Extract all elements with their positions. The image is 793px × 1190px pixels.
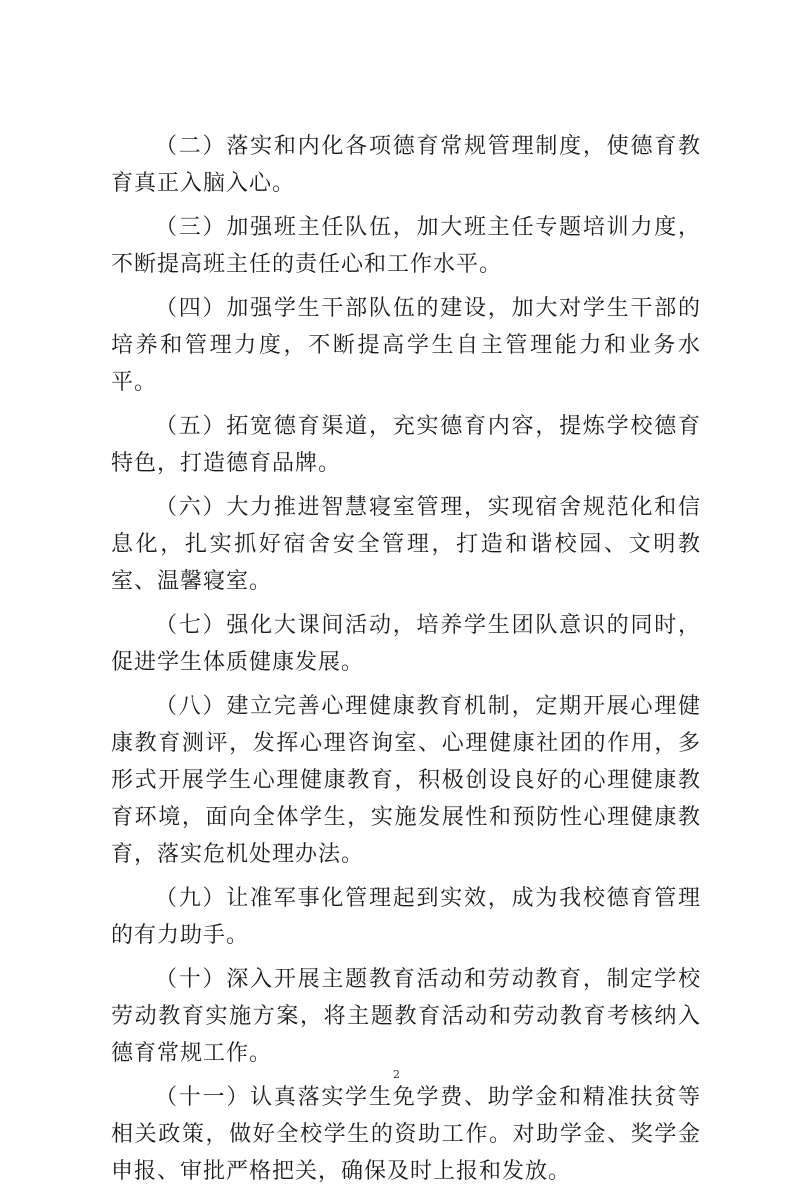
paragraph-item-5: （五）拓宽德育渠道，充实德育内容，提炼学校德育特色，打造德育品牌。 (111, 414, 701, 476)
paragraph-item-2: （二）落实和内化各项德育常规管理制度，使德育教育真正入脑入心。 (111, 134, 701, 196)
paragraph-item-6: （六）大力推进智慧寝室管理，实现宿舍规范化和信息化，扎实抓好宿舍安全管理，打造和谐校园、文明教室、温馨寝室。 (111, 495, 701, 594)
paragraph-item-9: （九）让准军事化管理起到实效，成为我校德育管理的有力助手。 (111, 886, 701, 948)
paragraph-item-11: （十一）认真落实学生免学费、助学金和精准扶贫等相关政策，做好全校学生的资助工作。对助学金、奖学金申报、审批严格把关，确保及时上报和发放。 (111, 1085, 701, 1184)
paragraph-item-7: （七）强化大课间活动，培养学生团队意识的同时，促进学生体质健康发展。 (111, 613, 701, 675)
paragraph-item-3: （三）加强班主任队伍，加大班主任专题培训力度，不断提高班主任的责任心和工作水平。 (111, 215, 701, 277)
paragraph-item-4: （四）加强学生干部队伍的建设，加大对学生干部的培养和管理力度，不断提高学生自主管理能力和业务水平。 (111, 296, 701, 395)
paragraph-item-8: （八）建立完善心理健康教育机制，定期开展心理健康教育测评，发挥心理咨询室、心理健康社团的作用，多形式开展学生心理健康教育，积极创设良好的心理健康教育环境，面向全体学生，实施发展性和预防性心理健康教育，落实危机处理办法。 (111, 694, 701, 867)
paragraph-item-10: （十）深入开展主题教育活动和劳动教育，制定学校劳动教育实施方案，将主题教育活动和劳动教育考核纳入德育常规工作。 (111, 967, 701, 1066)
document-body (111, 128, 701, 1190)
page-number: 2 (393, 1068, 400, 1081)
